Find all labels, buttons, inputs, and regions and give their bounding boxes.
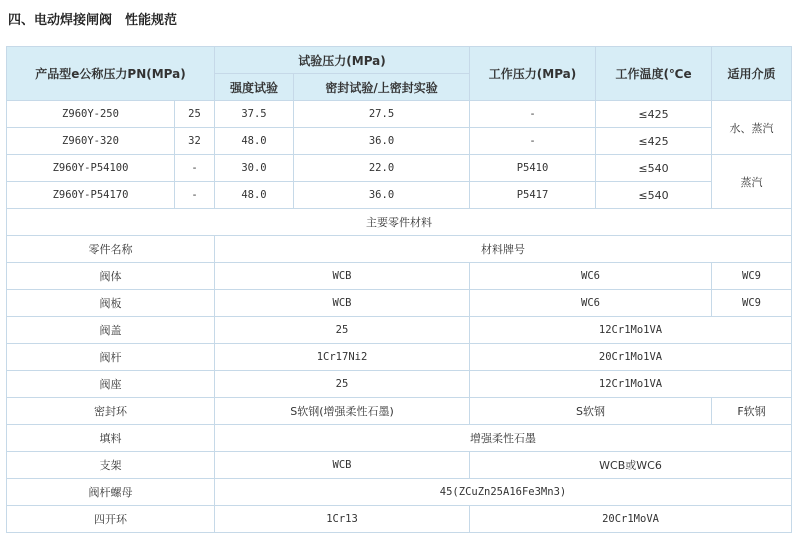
- temp-cell: ≤540: [596, 155, 712, 182]
- pressure-cell: P5417: [470, 182, 596, 209]
- material-cell: WCB: [215, 452, 470, 479]
- pressure-cell: -: [470, 101, 596, 128]
- material-cell: WCB或WC6: [470, 452, 792, 479]
- material-row: [7, 479, 792, 506]
- part-name: 阀板: [7, 290, 215, 317]
- material-cell: 25: [215, 371, 470, 398]
- pn-cell: -: [175, 155, 215, 182]
- seal-cell: 27.5: [294, 101, 470, 128]
- material-row: [7, 452, 792, 479]
- material-cell: WCB: [215, 290, 470, 317]
- model-cell: Z960Y-320: [7, 128, 175, 155]
- table-row: [7, 182, 792, 209]
- material-cell: S软钢: [470, 398, 712, 425]
- material-cell: 12Cr1Mo1VA: [470, 371, 792, 398]
- table-row: [7, 155, 792, 182]
- part-name: 阀体: [7, 263, 215, 290]
- material-cell: WC9: [712, 290, 792, 317]
- materials-section-row: [7, 209, 792, 236]
- pn-cell: -: [175, 182, 215, 209]
- header-strength-test: 强度试验: [215, 74, 294, 101]
- material-row: [7, 317, 792, 344]
- material-cell: 45(ZCuZn25A16Fe3Mn3): [215, 479, 792, 506]
- model-cell: Z960Y-250: [7, 101, 175, 128]
- header-medium: 适用介质: [712, 47, 792, 101]
- medium-cell: 蒸汽: [712, 155, 792, 209]
- header-seal-test: 密封试验/上密封实验: [294, 74, 470, 101]
- part-name-header: 零件名称: [7, 236, 215, 263]
- material-cell: 12Cr1Mo1VA: [470, 317, 792, 344]
- header-test-pressure: 试验压力(MPa): [215, 47, 470, 74]
- medium-cell: 水、蒸汽: [712, 101, 792, 155]
- materials-section-title: 主要零件材料: [7, 209, 792, 236]
- material-cell: 25: [215, 317, 470, 344]
- material-cell: WC6: [470, 290, 712, 317]
- part-name: 阀杆螺母: [7, 479, 215, 506]
- material-row: [7, 344, 792, 371]
- performance-spec-table: [6, 46, 792, 533]
- part-name: 填料: [7, 425, 215, 452]
- model-cell: Z960Y-P54170: [7, 182, 175, 209]
- temp-cell: ≤425: [596, 128, 712, 155]
- header-row: [7, 47, 792, 74]
- strength-cell: 37.5: [215, 101, 294, 128]
- materials-header-row: [7, 236, 792, 263]
- seal-cell: 22.0: [294, 155, 470, 182]
- pn-cell: 25: [175, 101, 215, 128]
- header-work-pressure: 工作压力(MPa): [470, 47, 596, 101]
- material-row: [7, 398, 792, 425]
- pressure-cell: P5410: [470, 155, 596, 182]
- model-cell: Z960Y-P54100: [7, 155, 175, 182]
- material-row: [7, 371, 792, 398]
- material-row: [7, 290, 792, 317]
- strength-cell: 48.0: [215, 182, 294, 209]
- material-cell: WC6: [470, 263, 712, 290]
- temp-cell: ≤540: [596, 182, 712, 209]
- material-cell: 20Cr1Mo1VA: [470, 344, 792, 371]
- strength-cell: 30.0: [215, 155, 294, 182]
- pn-cell: 32: [175, 128, 215, 155]
- seal-cell: 36.0: [294, 128, 470, 155]
- material-cell: 1Cr13: [215, 506, 470, 533]
- material-cell: WCB: [215, 263, 470, 290]
- material-cell: 增强柔性石墨: [215, 425, 792, 452]
- part-name: 四开环: [7, 506, 215, 533]
- seal-cell: 36.0: [294, 182, 470, 209]
- material-row: [7, 506, 792, 533]
- material-row: [7, 263, 792, 290]
- part-name: 阀杆: [7, 344, 215, 371]
- pressure-cell: -: [470, 128, 596, 155]
- temp-cell: ≤425: [596, 101, 712, 128]
- header-work-temp: 工作温度(℃e: [596, 47, 712, 101]
- part-name: 阀盖: [7, 317, 215, 344]
- strength-cell: 48.0: [215, 128, 294, 155]
- material-cell: 20Cr1MoVA: [470, 506, 792, 533]
- page-title: 四、电动焊接闸阀 性能规范: [8, 13, 178, 28]
- part-name: 阀座: [7, 371, 215, 398]
- material-cell: F软钢: [712, 398, 792, 425]
- material-cell: WC9: [712, 263, 792, 290]
- material-row: [7, 425, 792, 452]
- material-cell: 1Cr17Ni2: [215, 344, 470, 371]
- material-cell: S软钢(增强柔性石墨): [215, 398, 470, 425]
- table-row: [7, 101, 792, 128]
- table-row: [7, 128, 792, 155]
- part-name: 密封环: [7, 398, 215, 425]
- header-model-pn: 产品型e公称压力PN(MPa): [7, 47, 215, 101]
- material-header: 材料牌号: [215, 236, 792, 263]
- part-name: 支架: [7, 452, 215, 479]
